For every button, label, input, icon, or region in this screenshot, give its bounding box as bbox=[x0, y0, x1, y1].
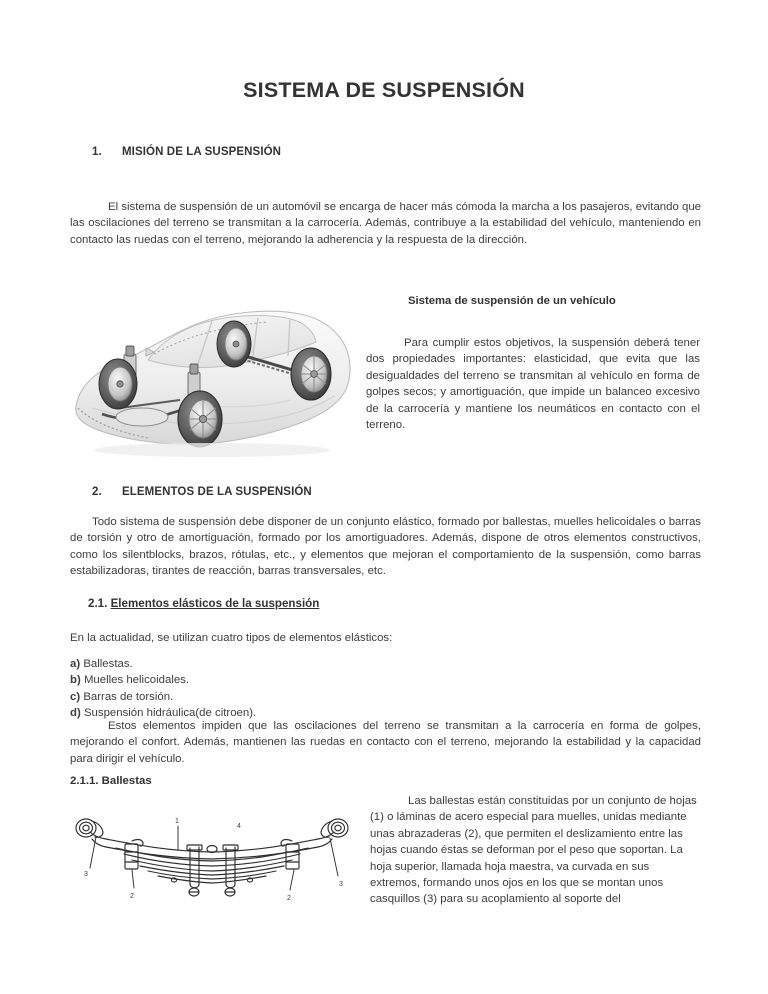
list-item-label: c) bbox=[70, 690, 81, 703]
leaf-clamp-right bbox=[281, 840, 299, 870]
front-cradle-plate bbox=[116, 408, 168, 426]
page-title: SISTEMA DE SUSPENSIÓN bbox=[243, 78, 525, 102]
leaf-spring-callout-numbers bbox=[84, 818, 343, 902]
car-shadow bbox=[94, 443, 330, 457]
leaf-spring-eye-left bbox=[76, 819, 103, 837]
section-title-1: MISIÓN DE LA SUSPENSIÓN bbox=[122, 146, 282, 158]
callout-number-4: 4 bbox=[237, 823, 241, 830]
subsection-2-1-closing-paragraph: Estos elementos impiden que las oscilaciones del terreno se transmitan a la carrocería en forma de golpes, mejorando el confort. Además, mantienen las ruedas en contacto con el terreno, mejorando la estabilidad y la capacidad para dirigir el vehículo. bbox=[70, 720, 701, 765]
wheel-rear-left bbox=[217, 321, 251, 367]
elastic-elements-list bbox=[70, 656, 470, 722]
list-item-text: Ballestas. bbox=[83, 658, 133, 670]
leaf-spring-svg bbox=[62, 808, 362, 918]
list-item-text: Suspensión hidráulica(de citroen). bbox=[83, 707, 257, 720]
list-item bbox=[70, 672, 470, 688]
subsection-number-2-1: 2.1. bbox=[88, 597, 108, 610]
callout-number-1: 1 bbox=[175, 818, 179, 825]
subsection-heading-2-1-1: 2.1.1. Ballestas bbox=[70, 775, 152, 787]
subsection-title-2-1: Elementos elásticos de la suspensión bbox=[110, 597, 320, 610]
car-suspension-svg bbox=[62, 288, 362, 460]
section-heading-2 bbox=[92, 486, 312, 498]
figure-car-side-paragraph: Para cumplir estos objetivos, la suspensión deberá tener dos propiedades importantes: elasticidad, que evita que las desigualdades del terreno se transmitan al vehículo en forma de golpes secos; y amortiguación, que impide un balanceo excesivo de la carrocería y mantiene los neumáticos en contacto con el terreno. bbox=[366, 337, 700, 432]
callout-number-2-right: 2 bbox=[287, 895, 291, 902]
section-1-paragraph: El sistema de suspensión de un automóvil se encarga de hacer más cómoda la marcha a los pasajeros, evitando que las oscilaciones del terreno se transmitan a la carrocería. Además, contribuye a la estabilidad del vehículo, manteniendo en contacto las ruedas con el terreno, mejorando la adherencia y la respuesta de la dirección. bbox=[70, 201, 701, 246]
list-item-label: b) bbox=[70, 674, 81, 687]
section-heading-1 bbox=[92, 146, 281, 158]
list-item-label: a) bbox=[70, 658, 81, 670]
wheel-front-right bbox=[178, 391, 222, 447]
wheel-front-left bbox=[99, 359, 137, 409]
leaf-spring-eye-right bbox=[321, 819, 348, 837]
car-suspension-cutaway-illustration bbox=[62, 288, 362, 460]
subsection-2-1-intro: En la actualidad, se utilizan cuatro tipos de elementos elásticos: bbox=[70, 632, 393, 644]
section-number-1: 1. bbox=[92, 146, 102, 158]
wheel-rear-right bbox=[291, 348, 331, 400]
leaf-right-upsweep-b bbox=[318, 839, 332, 847]
figure-car-caption: Sistema de suspensión de un vehículo bbox=[408, 295, 616, 307]
callout-leader-3-right bbox=[330, 838, 338, 876]
callout-leader-2-right bbox=[290, 870, 294, 890]
list-item-text: Muelles helicoidales. bbox=[83, 674, 190, 687]
callout-leader-3-left bbox=[90, 837, 96, 868]
callout-number-2-left: 2 bbox=[130, 893, 134, 900]
callout-leader-2-left bbox=[132, 870, 134, 888]
subsection-heading-2-1 bbox=[88, 597, 319, 610]
list-item-label: d) bbox=[70, 707, 81, 720]
list-item bbox=[70, 689, 470, 705]
list-item bbox=[70, 656, 470, 672]
leaf-clamp-left bbox=[125, 840, 143, 870]
subsection-2-1-1-paragraph: Las ballestas están constituidas por un conjunto de hojas (1) o láminas de acero especial para muelles, unidas mediante unas abrazaderas (2), que permiten el deslizamiento entre las hojas cuando éstas se deforman por el peso que soportan. La hoja superior, llamada hoja maestra, va curvada en sus extremos, formando unos ojos en los que se montan unos casquillos (3) para su acoplamiento al soporte del bbox=[370, 795, 697, 906]
leaf-spring-diagram bbox=[62, 808, 362, 918]
section-title-2: ELEMENTOS DE LA SUSPENSIÓN bbox=[122, 486, 312, 498]
callout-number-3-left: 3 bbox=[84, 871, 88, 878]
callout-number-3-right: 3 bbox=[339, 881, 343, 888]
list-item-text: Barras de torsión. bbox=[83, 690, 174, 703]
section-2-paragraph: Todo sistema de suspensión debe disponer de un conjunto elástico, formado por ballestas, muelles helicoidales o barras de torsión y otro de amortiguación, formado por los amortiguadores. Además, dispone de otros elementos constructivos, como los silentblocks, brazos, rótulas, etc., y elementos que mejoran el comportamiento de la suspensión, como barras estabilizadoras, tirantes de reacción, barras transversales, etc. bbox=[70, 516, 701, 578]
section-number-2: 2. bbox=[92, 486, 102, 498]
